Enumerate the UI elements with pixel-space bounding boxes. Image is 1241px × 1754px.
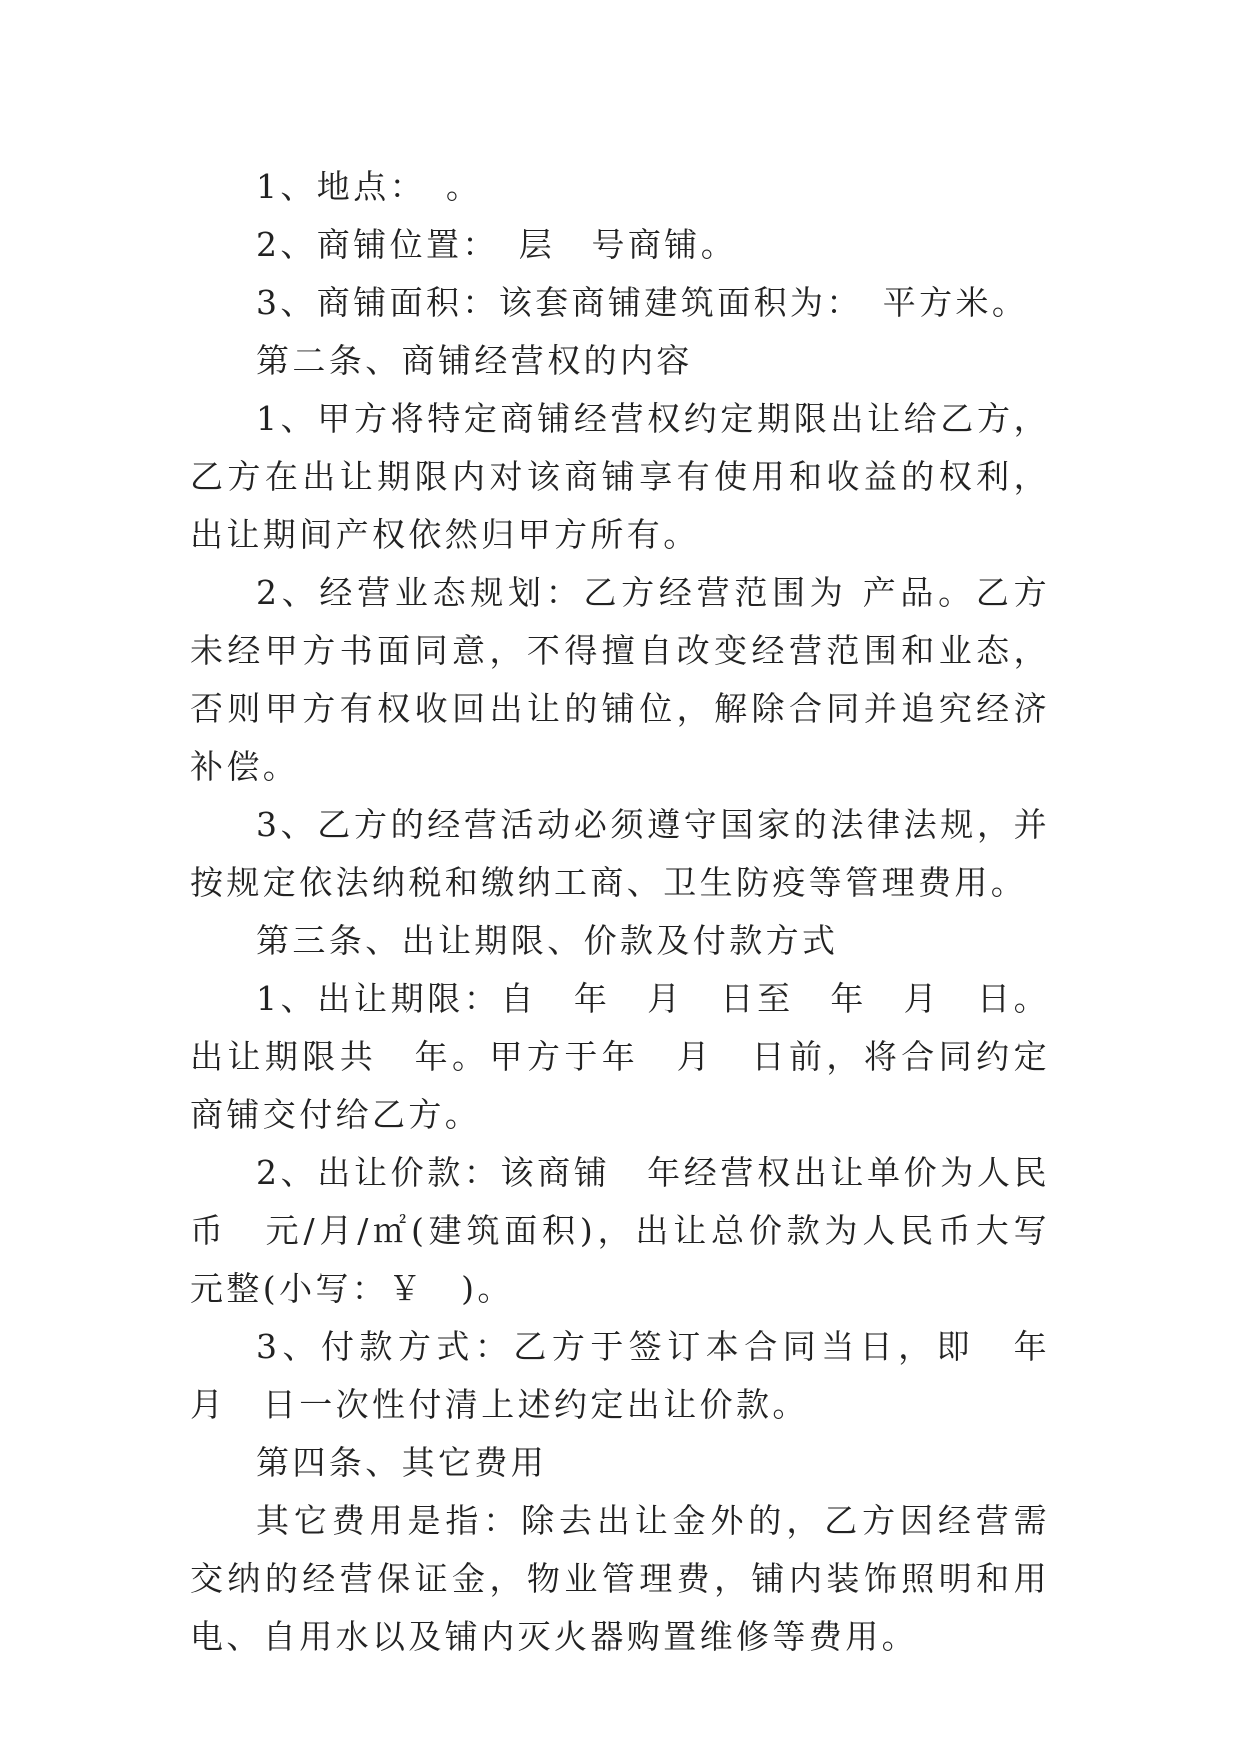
article-heading-2: 第二条、商铺经营权的内容 <box>256 341 693 380</box>
clause-item-transfer-price: 2、出让价款：该商铺 年经营权出让单价为人民币 元/月/㎡(建筑面积)，出让总价款为人民币大写 元整(小写：￥ )。 <box>190 1153 1087 1308</box>
document-body <box>190 158 1087 1666</box>
clause-item-transfer-rights: 1、甲方将特定商铺经营权约定期限出让给乙方，乙方在出让期限内对该商铺享有使用和收益的权利，出让期间产权依然归甲方所有。 <box>190 399 1050 554</box>
clause-item-shop-area: 3、商铺面积：该套商铺建筑面积为： 平方米。 <box>256 283 1029 322</box>
clause-item-legal-compliance: 3、乙方的经营活动必须遵守国家的法律法规，并按规定依法纳税和缴纳工商、卫生防疫等管理费用。 <box>190 805 1050 902</box>
clause-item-business-scope: 2、经营业态规划：乙方经营范围为 产品。乙方未经甲方书面同意，不得擅自改变经营范围和业态，否则甲方有权收回出让的铺位，解除合同并追究经济补偿。 <box>190 573 1050 786</box>
clause-item-transfer-period: 1、出让期限：自 年 月 日至 年 月 日。出让期限共 年。甲方于年 月 日前，将合同约定商铺交付给乙方。 <box>190 979 1050 1134</box>
clause-item-location: 1、地点： 。 <box>256 167 483 206</box>
article-heading-3: 第三条、出让期限、价款及付款方式 <box>256 921 839 960</box>
article-heading-4: 第四条、其它费用 <box>256 1443 548 1482</box>
clause-item-payment-method: 3、付款方式：乙方于签订本合同当日，即 年 月 日一次性付清上述约定出让价款。 <box>190 1327 1087 1424</box>
clause-item-other-fees: 其它费用是指：除去出让金外的，乙方因经营需交纳的经营保证金，物业管理费，铺内装饰照明和用电、自用水以及铺内灭火器购置维修等费用。 <box>190 1501 1050 1656</box>
clause-item-shop-position: 2、商铺位置： 层 号商铺。 <box>256 225 738 264</box>
